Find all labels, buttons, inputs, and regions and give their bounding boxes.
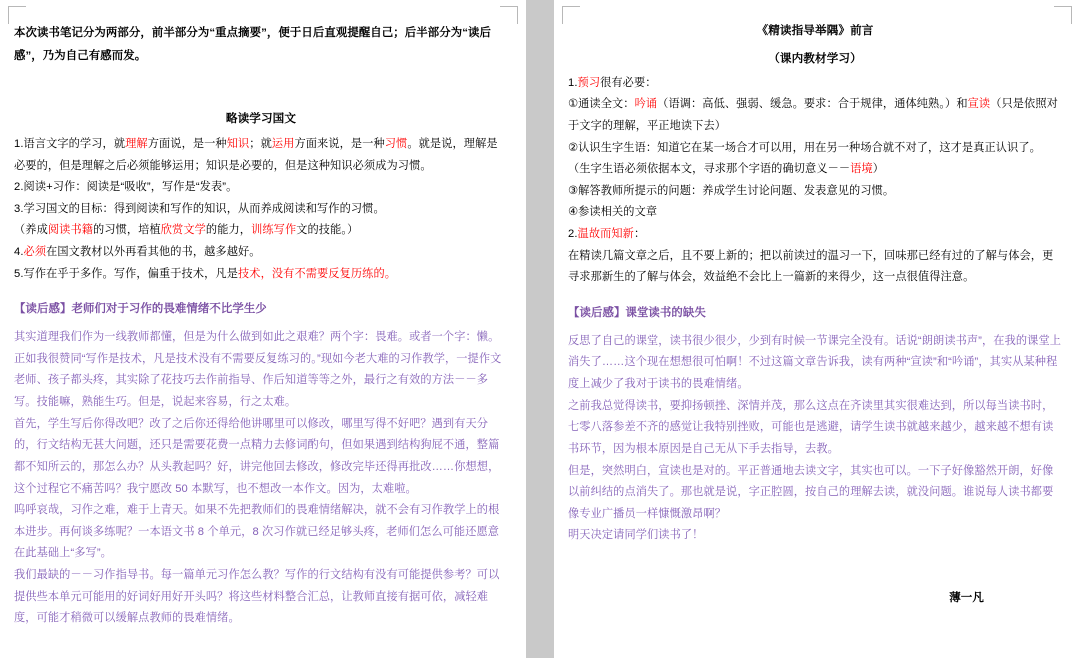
reflection-paragraph: 但是，突然明白，宣读也是对的。平正普通地去读文字，其实也可以。一下子好像豁然开朗，好像以前纠结的点消失了。那也就是说，字正腔圆，按自己的理解去读，就没问题。谁说每人读书都要像专业广播员一样慷慨激昂啊？ [568,464,1054,520]
note-line [14,177,508,199]
highlighted-term: 宣读 [967,98,991,111]
note-line [568,73,1062,95]
note-text: ） [872,163,885,176]
note-text: ： [633,228,646,241]
highlighted-term: 吟诵 [634,98,658,111]
note-text: （生字生语必须依据本文，寻求那个字语的确切意义－－ [568,163,851,176]
note-text: 3.学习国文的目标：得到阅读和写作的知识，从而养成阅读和写作的习惯。 [14,202,385,215]
highlighted-term: 习惯 [384,138,408,150]
note-text: 方面说，是一种 [147,138,227,150]
left-notes-list [14,134,508,285]
note-text: ③解答教师所提示的问题：养成学生讨论问题、发表意见的习惯。 [568,184,895,197]
right-page-title: 《精读指导举隅》前言 [756,24,874,37]
highlighted-term: 技术，没有不需要反复历练的。 [238,267,397,280]
left-reflection-heading: 【读后感】老师们对于习作的畏难情绪不比学生少 [14,303,267,316]
note-text: 文的技能。） [296,224,359,237]
author-signature: 薄一凡 [949,591,984,604]
note-line [14,134,508,177]
highlighted-term: 语境 [850,163,873,176]
note-text: ④参读相关的文章 [568,206,658,219]
note-text: 4. [14,246,24,259]
left-reflection-body [14,327,508,630]
reflection-paragraph: 反思了自己的课堂，读书很少很少，少到有时候一节课完全没有。话说“朗朗读书声”，在我的课堂上消失了……这个现在想想很可怕啊！不过这篇文章告诉我，读有两种“宣读”和“吟诵”，其实从某种程度上减少了我对于读书的畏难情绪。 [568,334,1062,391]
note-text: 在国文教材以外再看其他的书，越多越好。 [46,246,261,259]
page-right [554,0,1080,658]
note-text: 很有必要： [600,76,657,89]
reflection-paragraph: 首先，学生写后你得改吧？改了之后你还得给他讲哪里可以修改，哪里写得不好吧？遇到有天分的，行文结构无甚大问题，还只是需要花费一点精力去修词酌句，但如果遇到结构狗屁不通，整篇都不知所云的，那怎么办？从头教起吗？好，讲完他回去修改，修改完毕还得再批改……你想想，这个过程它不痛苦吗？我宁愿改 50 本默写，也不想改一本作文。因为，太难啦。 [14,417,500,495]
highlighted-term: 理解 [125,138,148,150]
note-line [568,181,1062,203]
left-page-content [14,22,508,630]
reflection-paragraph: 其实道理我们作为一线教师都懂，但是为什么做到如此之艰难？两个字：畏难。或者一个字：懒。正如我很赞同“写作是技术，凡是技术没有不需要反复练习的。”现如今老大难的习作教学，一提作文老师、孩子都头疼，其实除了花技巧去作前指导、作后知道等等之外，最行之有效的方法－－多写。技能嘛，熟能生巧。但是，说起来容易，行之太难。 [14,331,502,409]
note-line [568,94,1062,137]
highlighted-term: 阅读书籍 [47,224,94,237]
page-left [0,0,526,658]
section-heading-lve-du: 略读学习国文 [225,111,297,125]
note-text: 的能力， [205,224,252,237]
reflection-paragraph: 明天决定请同学们读书了！ [568,529,704,542]
note-text: 。就是说，理解是必要的，但是理解之后必须能够运用；知识是必要的，但是这种知识必须成为习惯。 [14,138,498,172]
note-line [14,220,508,242]
note-line [568,202,1062,224]
note-text: 方面来说，是一种 [294,138,385,150]
note-text: 的习惯，培植 [93,224,161,237]
note-line [14,264,508,286]
note-text: 1.语言文字的学习，就 [14,138,126,150]
note-text: ；就 [249,138,272,150]
page-gutter-divider [526,0,554,658]
note-line [568,138,1062,160]
reflection-paragraph: 之前我总觉得读书，要抑扬顿挫、深情并茂，那么这点在齐读里其实很难达到，所以每当读书时，七零八落参差不齐的感觉让我特别挫败，可能也是逃避，请学生读书就越来越少，越来越不想有读书环节，因为根本原因是自己无从下手去指导，去教。 [568,399,1054,455]
note-text: 1. [568,76,578,89]
note-line [568,159,1062,181]
reflection-paragraph: 我们最缺的－－习作指导书。每一篇单元习作怎么教？写作的行文结构有没有可能提供参考？可以提供些本单元可能用的好词好用好开头吗？将这些材料整合汇总，让教师直接有据可依，减轻难度，可能才稍微可以缓解点教师的畏难情绪。 [14,568,500,625]
intro-paragraph: 本次读书笔记分为两部分，前半部分为“重点摘要”，便于日后直观提醒自己；后半部分为“读后感”，乃为自己有感而发。 [14,27,492,62]
note-text: （语调：高低、强弱、缓急。要求：合于规律，通体纯熟。）和 [657,98,968,111]
highlighted-term: 温故而知新 [577,228,634,241]
highlighted-term: 训练写作 [251,224,297,237]
highlighted-term: 预习 [577,76,601,89]
note-text: （养成 [14,224,48,237]
highlighted-term: 知识 [226,138,250,150]
right-page-subtitle: （课内教材学习） [768,52,862,66]
right-reflection-heading: 【读后感】课堂读书的缺失 [568,306,706,319]
note-line [568,224,1062,246]
note-line [14,242,508,264]
right-reflection-body [568,331,1062,547]
reflection-paragraph: 呜呼哀哉，习作之难，难于上青天。如果不先把教师们的畏难情绪解决，就不会有习作教学上的根本进步。再何谈多练呢？一本语文书 8 个单元，8 次习作就已经足够头疼，老师们怎么可能还愿意在此基础上“多写”。 [14,504,500,560]
note-text: ①通读全文： [568,98,635,111]
right-notes-list [568,73,1062,289]
note-line [14,199,508,221]
note-text: （只是依照对于文字的理解，平正地读下去） [568,98,1058,132]
note-text: 2.阅读+习作：阅读是“吸收”，写作是“发表”。 [14,181,238,194]
highlighted-term: 运用 [271,138,295,150]
note-line [568,246,1062,289]
note-text: ②认识生字生语：知道它在某一场合才可以用，用在另一种场合就不对了，这才是真正认识了。 [568,141,1041,154]
note-text: 在精读几篇文章之后，且不要上新的；把以前读过的温习一下，回味那已经有过的了解与体会，更寻求那新生的了解与体会，效益绝不会比上一篇新的来得少，这一点很值得注意。 [568,249,1054,284]
note-text: 5.写作在乎于多作。写作，偏重于技术，凡是 [14,267,238,280]
highlighted-term: 必须 [23,246,47,259]
highlighted-term: 欣赏文学 [160,224,206,237]
note-text: 2. [568,228,578,241]
right-page-content [568,20,1062,609]
